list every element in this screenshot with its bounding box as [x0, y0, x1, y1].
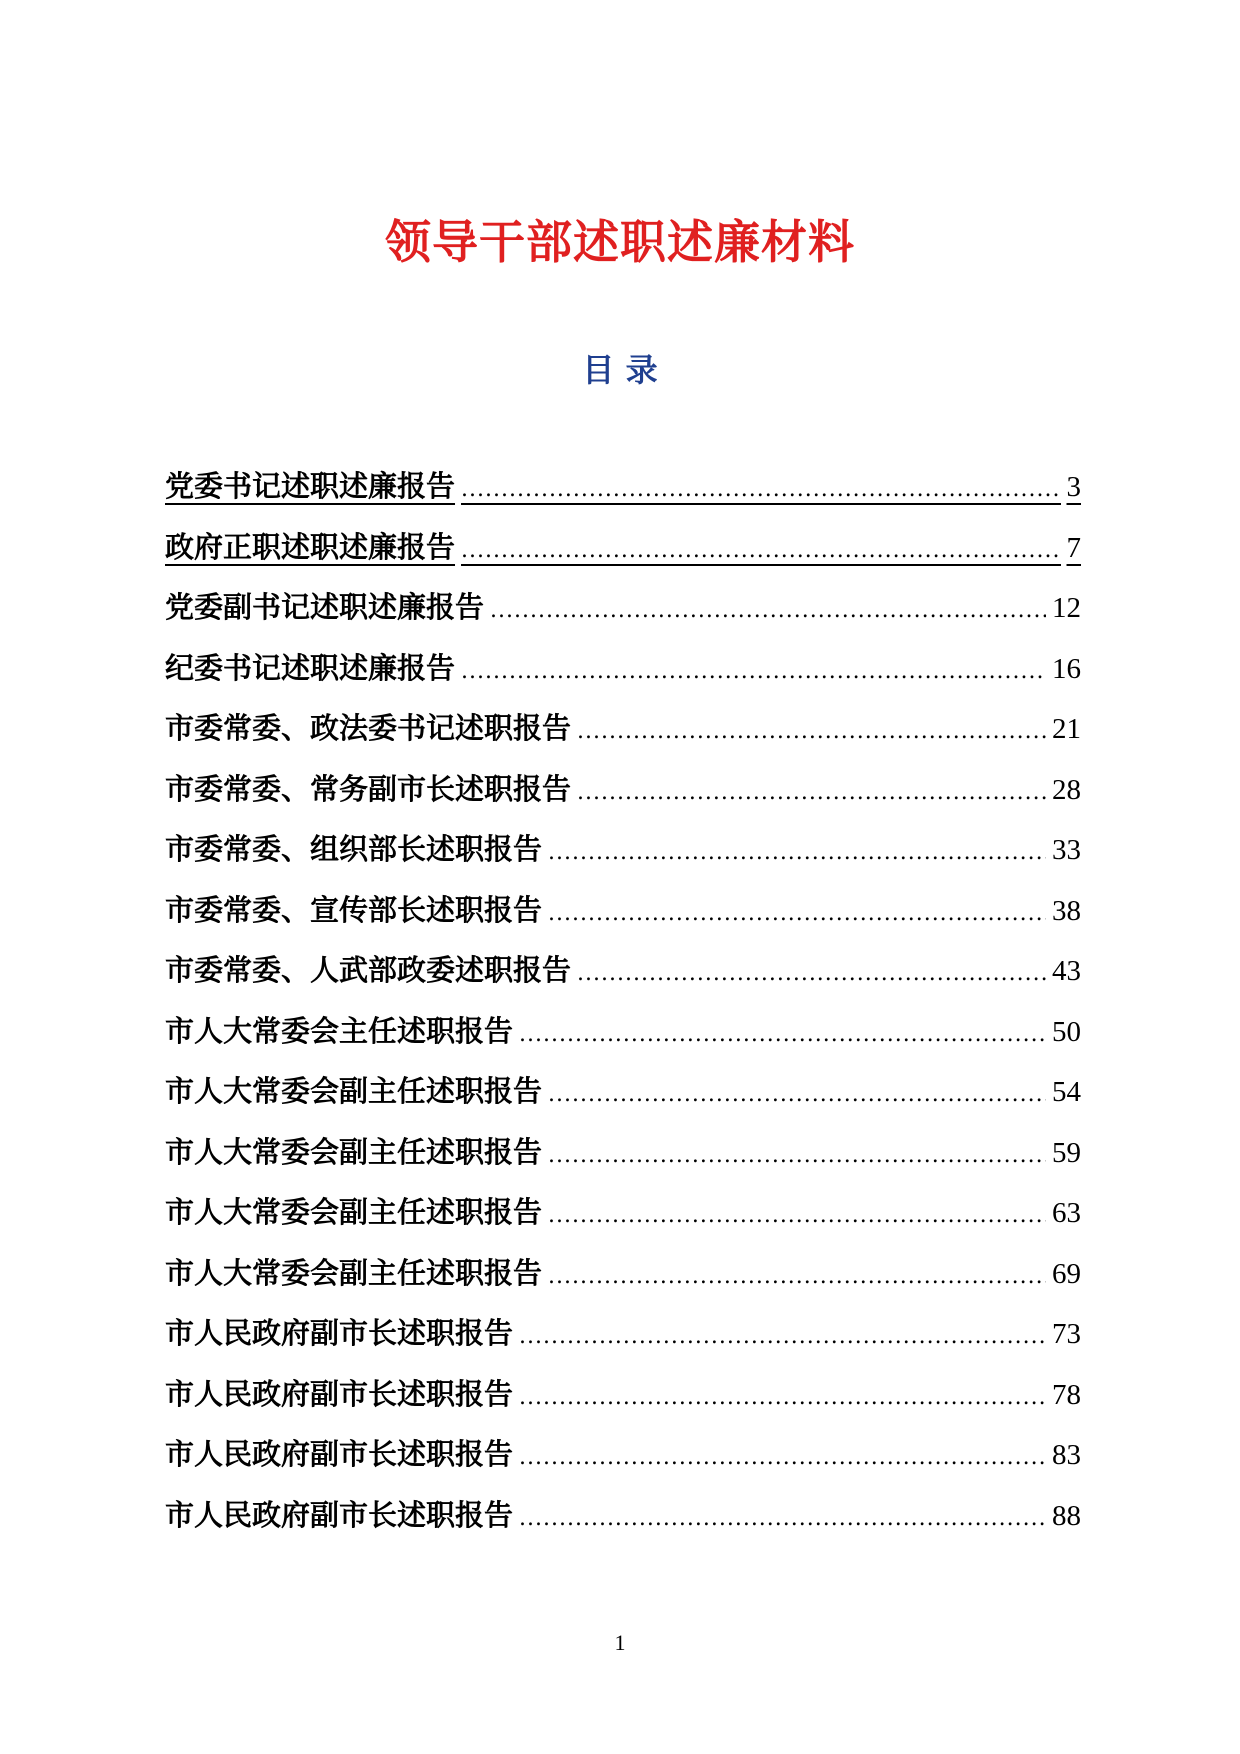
toc-entry-page: 73 — [1052, 1318, 1081, 1350]
toc-entry-label: 市委常委、组织部长述职报告 — [165, 832, 543, 866]
toc-entry[interactable] — [165, 1434, 1081, 1495]
toc-entry[interactable] — [165, 1011, 1081, 1072]
toc-entry-page: 3 — [1066, 471, 1081, 503]
toc-entry-label: 政府正职述职述廉报告 — [165, 529, 456, 564]
toc-entry[interactable] — [165, 1495, 1081, 1556]
toc-dot-leader — [519, 1499, 1046, 1539]
toc-dot-leader — [461, 531, 1060, 571]
toc-entry-page: 7 — [1066, 531, 1081, 564]
toc-entry-page: 83 — [1052, 1439, 1081, 1471]
toc-entry-label: 市人民政府副市长述职报告 — [165, 1376, 514, 1411]
toc-dot-leader — [548, 1136, 1046, 1176]
toc-dot-leader — [548, 1075, 1046, 1115]
toc-heading: 目 录 — [582, 351, 658, 389]
toc-entry-page: 38 — [1052, 894, 1081, 927]
toc-entry-label: 党委书记述职述廉报告 — [165, 469, 456, 503]
toc-entry-label: 市人民政府副市长述职报告 — [165, 1316, 514, 1350]
toc-entry-label: 市人大常委会副主任述职报告 — [165, 1134, 543, 1169]
toc-dot-leader — [548, 894, 1046, 934]
toc-entry-page: 59 — [1052, 1136, 1081, 1169]
toc-dot-leader — [548, 1196, 1046, 1236]
toc-dot-leader — [519, 1015, 1046, 1055]
toc-entry-page: 50 — [1052, 1015, 1081, 1048]
toc-entry[interactable] — [165, 1313, 1081, 1374]
toc-entry-page: 21 — [1052, 713, 1081, 745]
toc-entry-label: 市人大常委会副主任述职报告 — [165, 1255, 543, 1290]
toc-entry-page: 33 — [1052, 834, 1081, 866]
toc-entry-label: 市人民政府副市长述职报告 — [165, 1437, 514, 1471]
toc-entry-page: 88 — [1052, 1499, 1081, 1532]
toc-entry[interactable] — [165, 648, 1081, 709]
toc-entry-label: 市委常委、人武部政委述职报告 — [165, 953, 572, 987]
toc-entry[interactable] — [165, 1132, 1081, 1193]
toc-entry-page: 69 — [1052, 1257, 1081, 1290]
toc-entry-page: 12 — [1052, 592, 1081, 624]
toc-dot-leader — [461, 470, 1060, 510]
toc-entry[interactable] — [165, 466, 1081, 527]
toc-entry[interactable] — [165, 950, 1081, 1011]
toc-entry[interactable] — [165, 708, 1081, 769]
toc-entry[interactable] — [165, 527, 1081, 588]
toc-entry-label: 市委常委、政法委书记述职报告 — [165, 711, 572, 745]
toc-entry-page: 78 — [1052, 1378, 1081, 1411]
toc-entry-label: 市人大常委会主任述职报告 — [165, 1013, 514, 1048]
toc-entry[interactable] — [165, 829, 1081, 890]
toc-dot-leader — [548, 833, 1046, 873]
toc-entry-label: 党委副书记述职述廉报告 — [165, 590, 485, 624]
toc-entry-page: 43 — [1052, 955, 1081, 987]
toc-dot-leader — [577, 954, 1046, 994]
toc-dot-leader — [577, 773, 1046, 813]
table-of-contents — [165, 466, 1081, 1555]
toc-entry-page: 54 — [1052, 1076, 1081, 1108]
toc-entry-page: 16 — [1052, 652, 1081, 685]
toc-dot-leader — [519, 1317, 1046, 1357]
document-title: 领导干部述职述廉材料 — [385, 215, 855, 269]
toc-dot-leader — [519, 1378, 1046, 1418]
toc-dot-leader — [519, 1438, 1046, 1478]
toc-dot-leader — [461, 652, 1046, 692]
toc-entry-label: 市人大常委会副主任述职报告 — [165, 1195, 543, 1229]
toc-entry[interactable] — [165, 1253, 1081, 1314]
toc-entry[interactable] — [165, 1192, 1081, 1253]
toc-entry-label: 市人大常委会副主任述职报告 — [165, 1074, 543, 1108]
toc-entry-page: 63 — [1052, 1197, 1081, 1229]
toc-entry[interactable] — [165, 1374, 1081, 1435]
toc-entry-page: 28 — [1052, 773, 1081, 806]
toc-entry-label: 纪委书记述职述廉报告 — [165, 650, 456, 685]
toc-entry[interactable] — [165, 769, 1081, 830]
toc-entry[interactable] — [165, 1071, 1081, 1132]
toc-entry-label: 市委常委、常务副市长述职报告 — [165, 771, 572, 806]
toc-dot-leader — [490, 591, 1046, 631]
toc-entry-label: 市委常委、宣传部长述职报告 — [165, 892, 543, 927]
toc-entry-label: 市人民政府副市长述职报告 — [165, 1497, 514, 1532]
toc-entry[interactable] — [165, 587, 1081, 648]
toc-dot-leader — [548, 1257, 1046, 1297]
toc-dot-leader — [577, 712, 1046, 752]
toc-entry[interactable] — [165, 890, 1081, 951]
page-number: 1 — [614, 1630, 626, 1655]
